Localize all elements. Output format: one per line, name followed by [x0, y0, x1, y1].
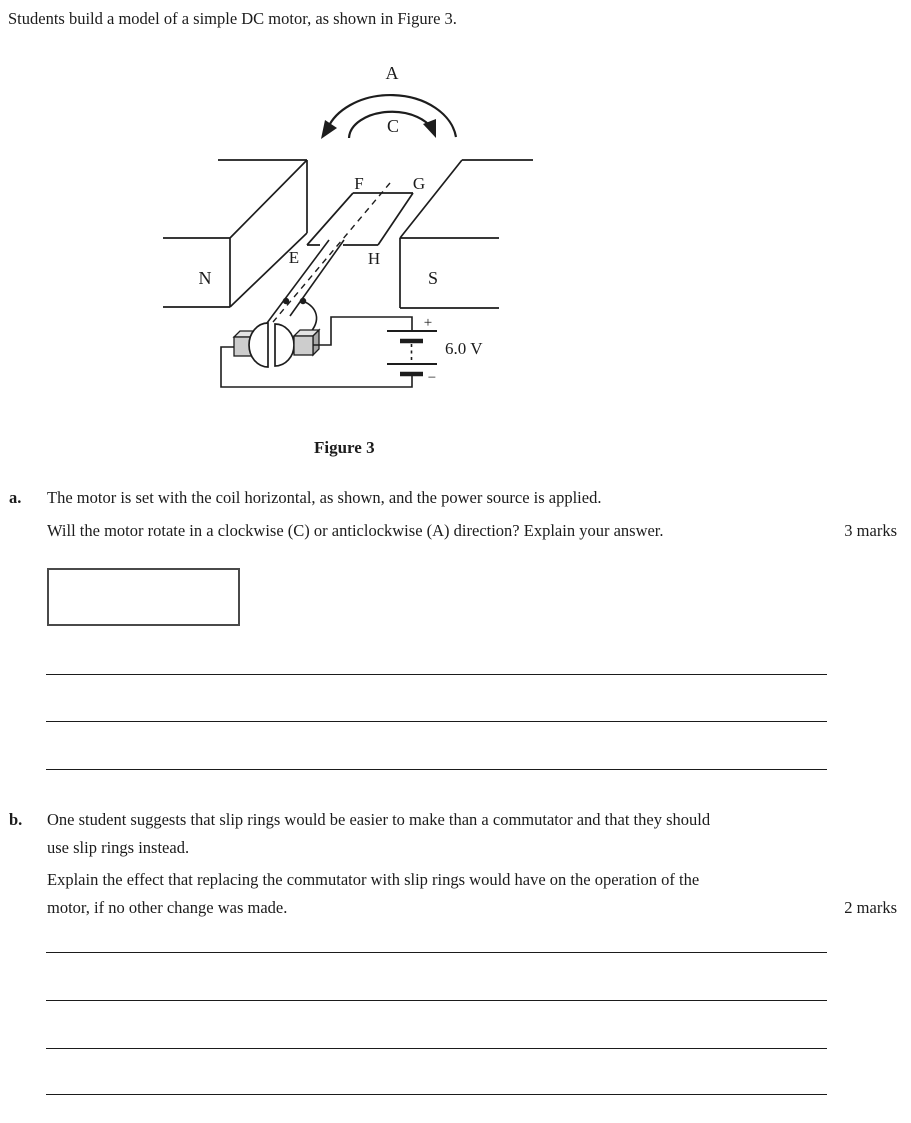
commutator-half-right [275, 324, 294, 366]
answer-line-b-1[interactable] [46, 952, 827, 953]
answer-line-a-3[interactable] [46, 769, 827, 770]
question-b-line1: One student suggests that slip rings would be easier to make than a commutator and that they should [47, 810, 711, 829]
answer-line-b-4[interactable] [46, 1094, 827, 1095]
label-south-pole: S [427, 268, 439, 288]
left-magnet [163, 160, 307, 307]
dc-motor-figure [0, 0, 911, 430]
label-coil-F: F [354, 174, 364, 193]
question-a-line1: The motor is set with the coil horizontal, as shown, and the power source is applied. [47, 488, 602, 507]
question-b-line4: motor, if no other change was made. [47, 898, 288, 917]
label-coil-G: G [412, 174, 426, 193]
answer-line-b-3[interactable] [46, 1048, 827, 1049]
brush-right [294, 330, 319, 355]
commutator-half-left [249, 323, 268, 367]
battery [387, 331, 437, 374]
question-a-number: a. [9, 488, 22, 507]
solder-dot-left [283, 298, 289, 304]
answer-line-b-2[interactable] [46, 1000, 827, 1001]
question-a-line2: Will the motor rotate in a clockwise (C) or anticlockwise (A) direction? Explain your answer. [47, 521, 664, 540]
answer-line-a-1[interactable] [46, 674, 827, 675]
label-coil-E: E [288, 248, 300, 267]
answer-box-a[interactable] [47, 568, 240, 626]
battery-minus-sign: − [427, 370, 437, 386]
label-coil-H: H [367, 249, 381, 268]
answer-line-a-2[interactable] [46, 721, 827, 722]
question-a-marks: 3 marks [844, 521, 897, 540]
label-north-pole: N [198, 268, 212, 288]
battery-voltage-label: 6.0 V [445, 339, 483, 358]
intro-sentence: Students build a model of a simple DC motor, as shown in Figure 3. [8, 9, 457, 28]
label-anticlockwise: A [385, 63, 399, 83]
question-b-line3: Explain the effect that replacing the commutator with slip rings would have on the operation of the [47, 870, 700, 889]
lead-curl-wire [303, 301, 317, 334]
figure-caption: Figure 3 [314, 438, 375, 457]
question-b-marks: 2 marks [844, 898, 897, 917]
question-b-line2: use slip rings instead. [47, 838, 190, 857]
label-clockwise: C [386, 116, 400, 136]
question-b-number: b. [9, 810, 23, 829]
battery-plus-sign: + [423, 315, 433, 331]
solder-dot-right [300, 298, 306, 304]
anticlockwise-arrowhead [321, 120, 337, 139]
